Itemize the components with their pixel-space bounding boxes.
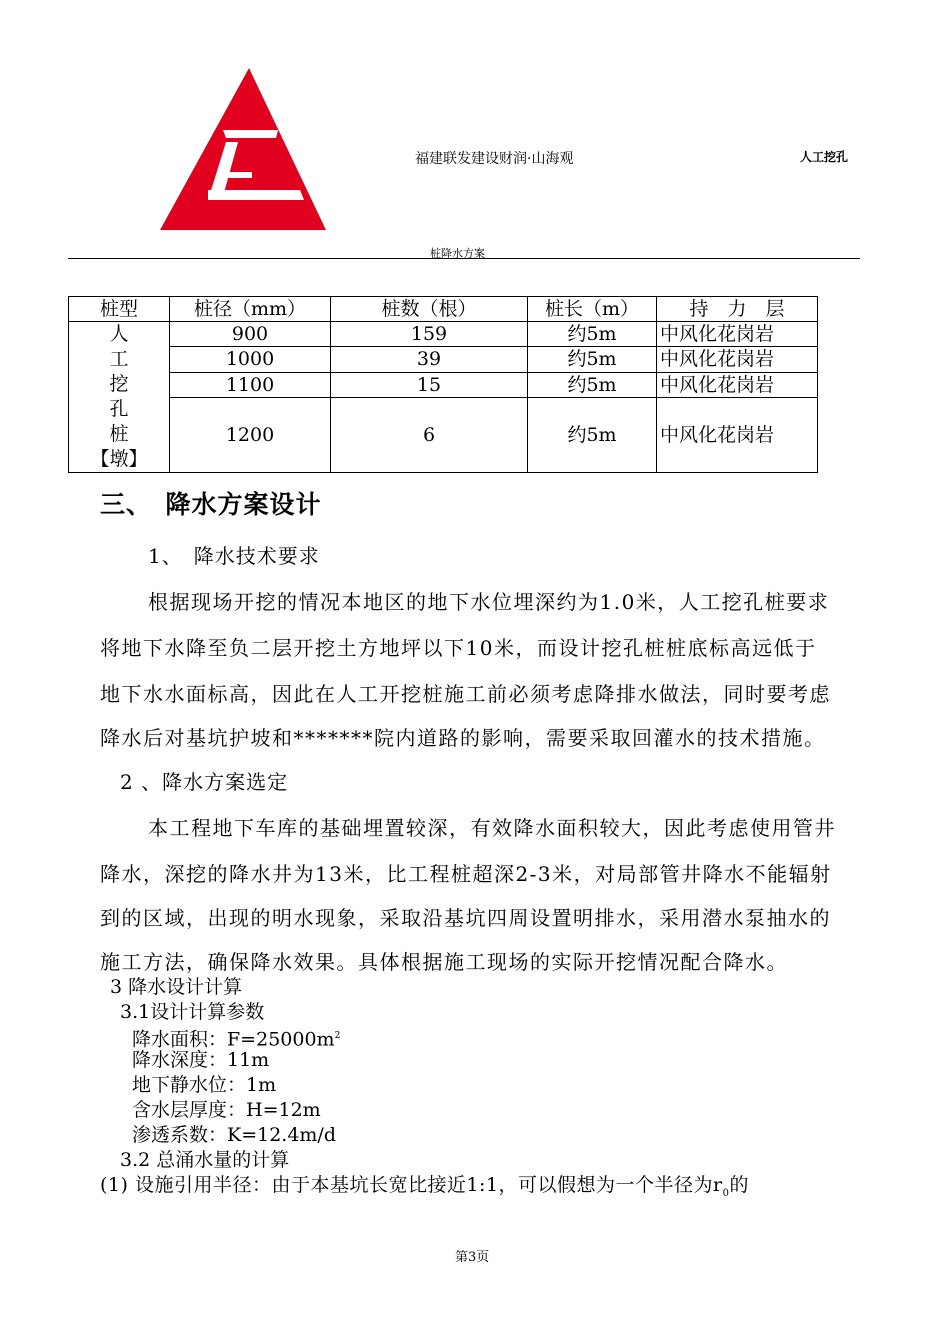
bearing-cell: 中风化花岗岩 — [657, 347, 818, 372]
length-cell: 约5m — [528, 322, 657, 347]
paragraph-line — [100, 1173, 749, 1206]
table-row — [69, 372, 818, 397]
column-header: 桩径（mm） — [170, 297, 331, 322]
subsection-heading: 1、 降水技术要求 — [148, 544, 320, 568]
count-cell: 15 — [331, 372, 528, 397]
length-cell: 约5m — [528, 397, 657, 472]
param-line: 降水深度：11m — [132, 1049, 270, 1071]
pile-type-cell — [69, 322, 170, 473]
subsection-heading: 3 降水设计计算 — [110, 976, 243, 998]
paragraph-line: 降水后对基坑护坡和*******院内道路的影响，需要采取回灌水的技术措施。 — [100, 726, 826, 750]
section-title: 三、 降水方案设计 — [100, 490, 322, 519]
pile-type-char: 【墩】 — [90, 448, 148, 470]
subsection-heading: 3.1设计计算参数 — [120, 1001, 265, 1023]
table-header-row — [69, 297, 818, 322]
pile-type-char: 挖 — [109, 373, 129, 395]
subsection-heading: 3.2 总涌水量的计算 — [120, 1149, 290, 1171]
paragraph-line: 本工程地下车库的基础埋置较深，有效降水面积较大，因此考虑使用管井 — [148, 816, 836, 840]
column-header: 持 力 层 — [657, 297, 818, 322]
table-row — [69, 322, 818, 347]
paragraph-line: 根据现场开挖的情况本地区的地下水位埋深约为1.0米，人工挖孔桩要求 — [148, 590, 830, 614]
count-cell: 159 — [331, 322, 528, 347]
param-text: 降水面积：F=25000m — [132, 1028, 335, 1051]
param-line: 地下静水位：1m — [132, 1074, 277, 1096]
count-cell: 39 — [331, 347, 528, 372]
count-cell: 6 — [331, 397, 528, 472]
paragraph-text: 的 — [729, 1174, 750, 1196]
table-row — [69, 397, 818, 472]
diameter-cell: 900 — [170, 322, 331, 347]
diameter-cell: 1000 — [170, 347, 331, 372]
area-exponent: 2 — [334, 1031, 341, 1041]
column-header: 桩长（m） — [528, 297, 657, 322]
pile-type-char: 孔 — [109, 398, 129, 420]
bearing-cell: 中风化花岗岩 — [657, 397, 818, 472]
page-number: 第3页 — [455, 1250, 490, 1265]
company-logo — [160, 68, 326, 232]
pile-type-char: 人 — [109, 323, 129, 345]
bearing-cell: 中风化花岗岩 — [657, 322, 818, 347]
diameter-cell: 1200 — [170, 397, 331, 472]
diameter-cell: 1100 — [170, 372, 331, 397]
paragraph-line: 到的区域，出现的明水现象，采取沿基坑四周设置明排水，采用潜水泵抽水的 — [100, 906, 831, 930]
pile-type-char: 桩 — [109, 423, 129, 445]
param-line: 渗透系数：K=12.4m/d — [132, 1124, 336, 1146]
pile-table — [68, 296, 818, 473]
subsection-heading: 2 、降水方案选定 — [120, 770, 289, 794]
length-cell: 约5m — [528, 347, 657, 372]
paragraph-line: 降水，深挖的降水井为13米，比工程桩超深2-3米，对局部管井降水不能辐射 — [100, 862, 832, 886]
pile-type-char: 工 — [109, 348, 129, 370]
bearing-cell: 中风化花岗岩 — [657, 372, 818, 397]
column-header: 桩数（根） — [331, 297, 528, 322]
paragraph-line: 地下水水面标高，因此在人工开挖桩施工前必须考虑降排水做法，同时要考虑 — [100, 682, 831, 706]
paragraph-line: 施工方法，确保降水效果。具体根据施工现场的实际开挖情况配合降水。 — [100, 950, 788, 974]
header-right-label: 人工挖孔 — [800, 150, 849, 164]
paragraph-line: 将地下水降至负二层开挖土方地坪以下10米，而设计挖孔桩桩底标高远低于 — [100, 636, 817, 660]
param-line: 含水层厚度：H=12m — [132, 1099, 321, 1121]
header-divider — [68, 258, 860, 259]
column-header: 桩型 — [69, 297, 170, 322]
table-row — [69, 347, 818, 372]
paragraph-text: (1) 设施引用半径：由于本基坑长宽比接近1:1，可以假想为一个半径为r — [100, 1174, 723, 1196]
radius-subscript: 0 — [722, 1187, 730, 1199]
header-sub-label: 桩降水方案 — [430, 247, 485, 260]
header-company: 福建联发建设财润·山海观 — [415, 151, 574, 167]
length-cell: 约5m — [528, 372, 657, 397]
